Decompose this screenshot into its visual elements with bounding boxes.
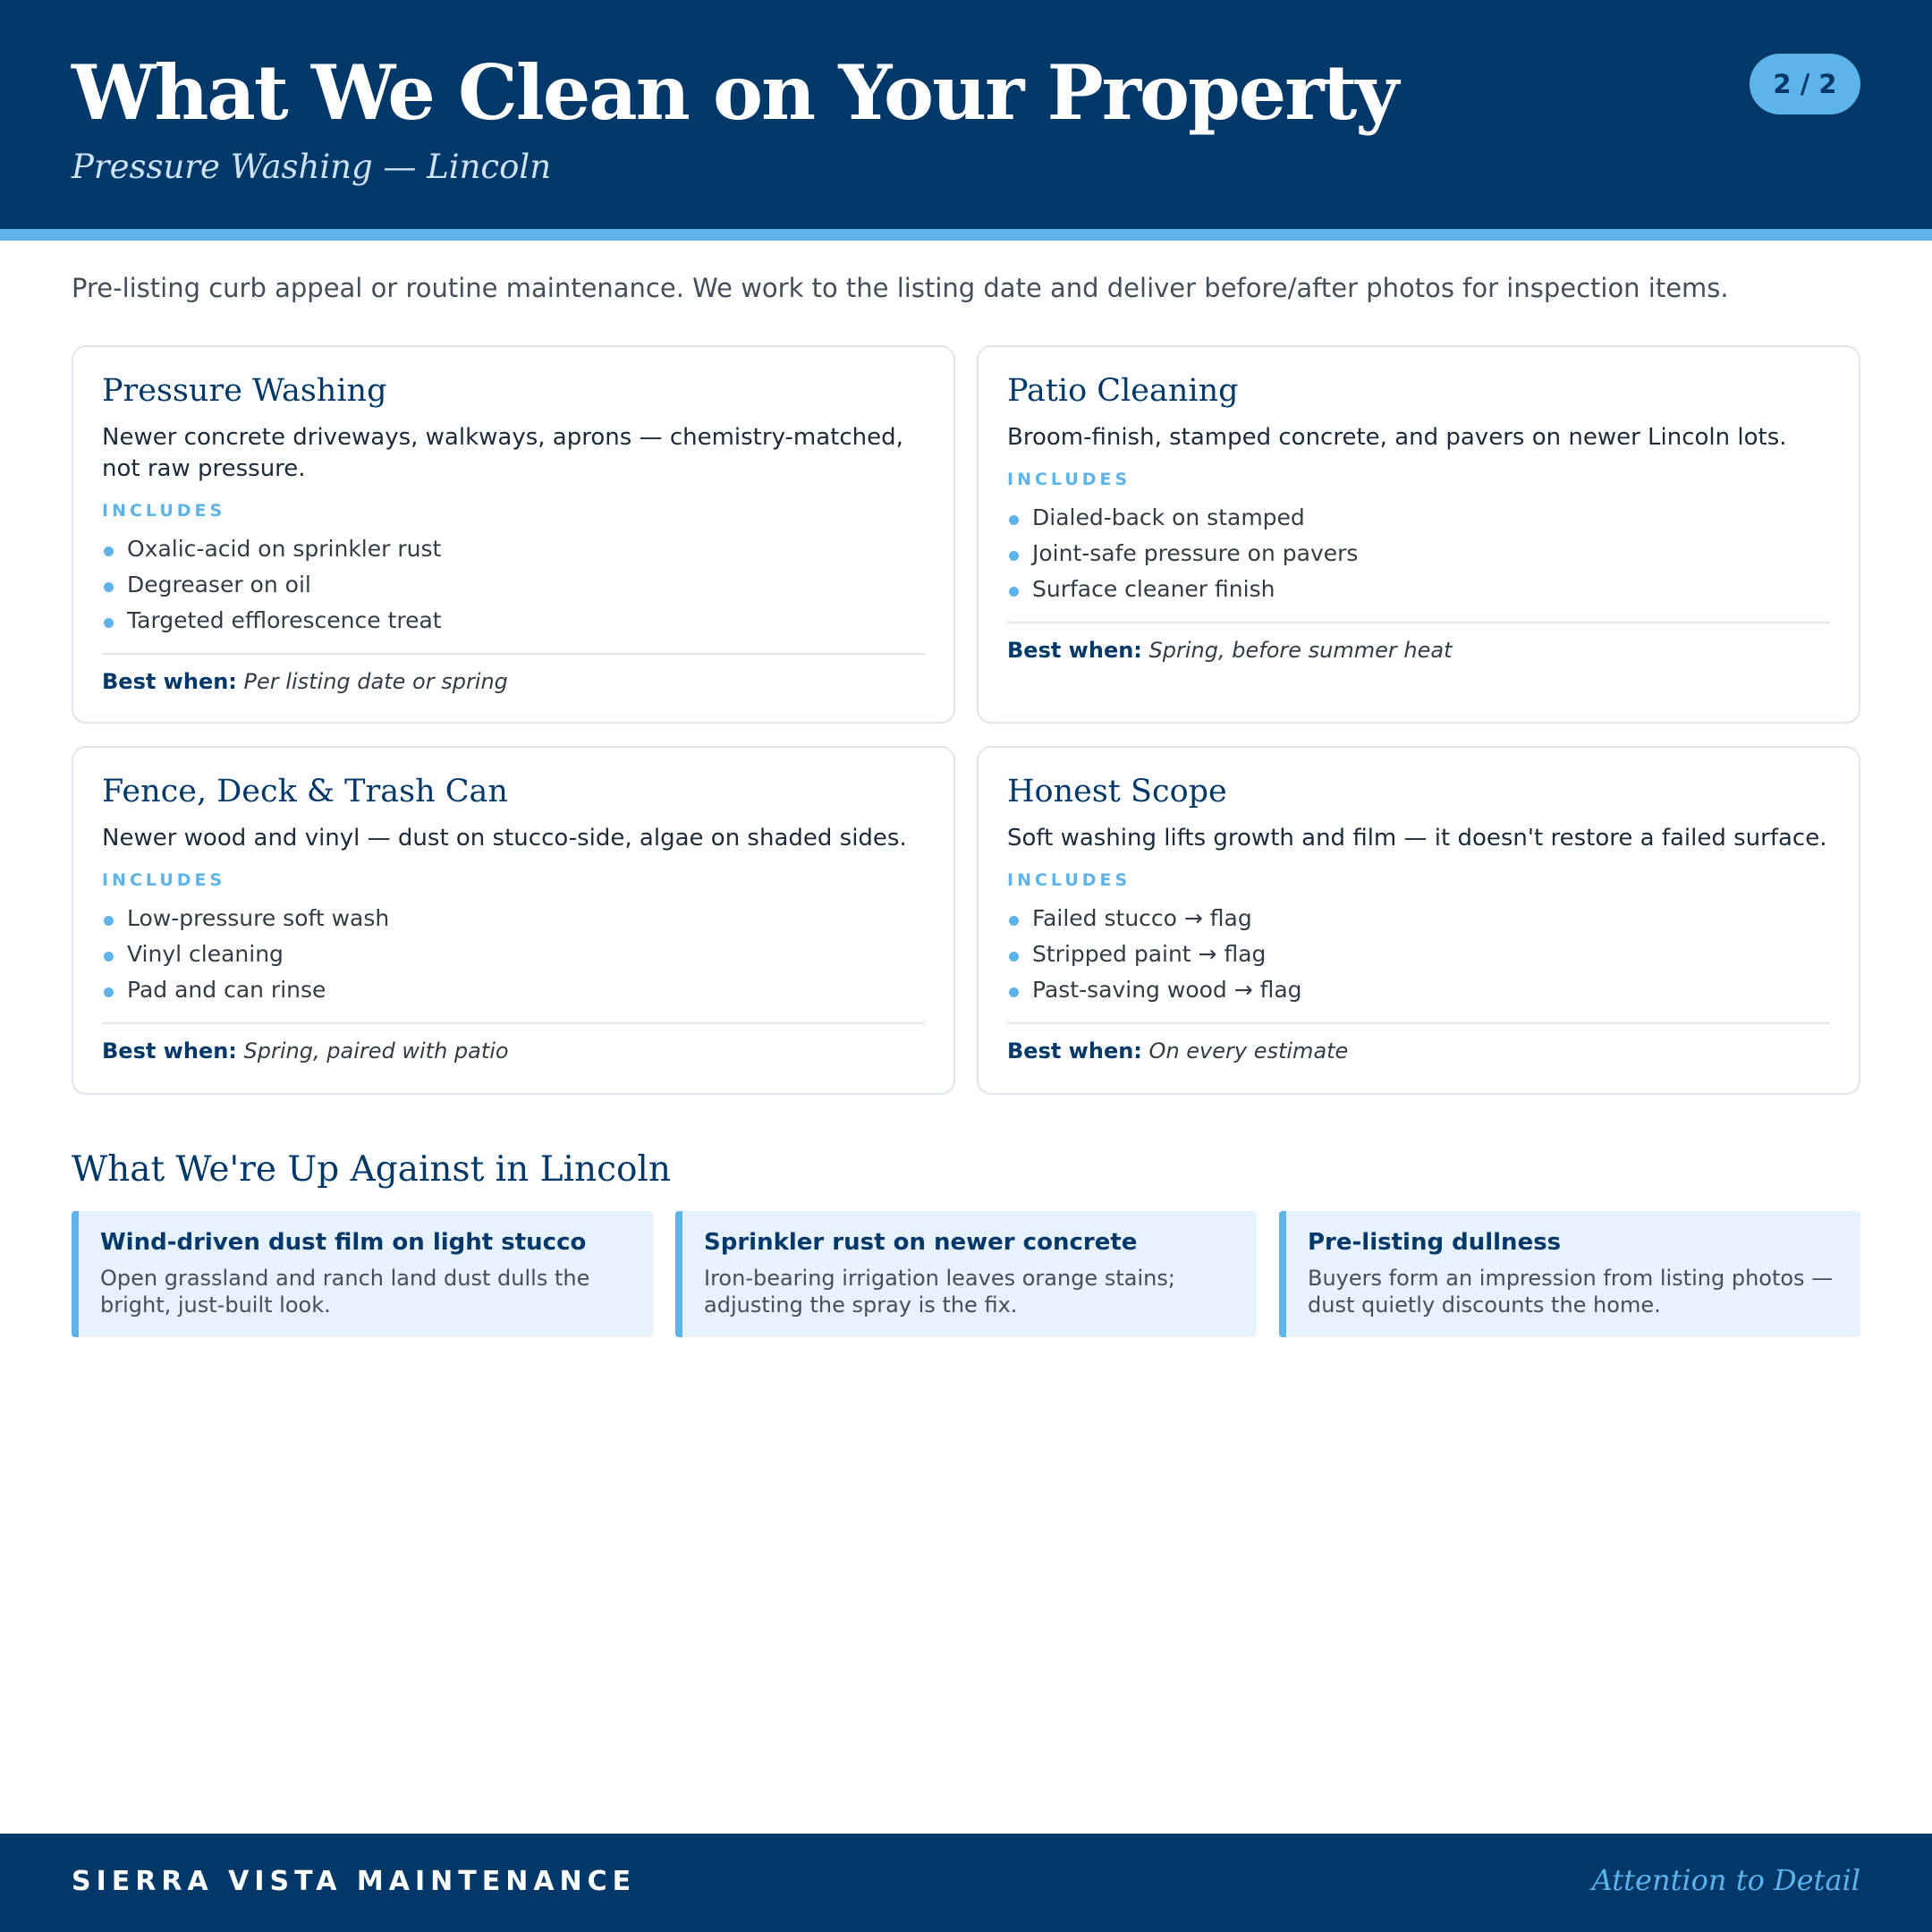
list-item	[1007, 901, 1830, 936]
challenge-callout	[675, 1211, 1257, 1337]
page-title: What We Clean on Your Property	[72, 48, 1398, 137]
bullet-dot-icon	[104, 987, 114, 997]
card-description: Newer concrete driveways, walkways, aprons — chemistry-matched, not raw pressure.	[102, 424, 903, 482]
includes-list	[102, 901, 925, 1008]
footer-tagline: Attention to Detail	[1591, 1863, 1860, 1897]
list-item-text: Dialed-back on stamped	[1032, 504, 1305, 530]
bullet-dot-icon	[104, 952, 114, 962]
bullet-dot-icon	[104, 916, 114, 926]
best-when	[102, 667, 925, 696]
includes-label: INCLUDES	[102, 501, 226, 521]
includes-list	[1007, 500, 1830, 607]
best-when-value: Spring, paired with patio	[243, 1038, 509, 1063]
list-item-text: Degreaser on oil	[127, 572, 311, 597]
bullet-dot-icon	[104, 547, 114, 556]
page-header	[0, 0, 1932, 229]
challenge-text: Open grassland and ranch land dust dulls the bright, just-built look.	[100, 1266, 590, 1318]
list-item	[1007, 500, 1830, 536]
bullet-dot-icon	[104, 582, 114, 592]
list-item-text: Failed stucco → flag	[1032, 905, 1252, 931]
best-when-label: Best when:	[1007, 1038, 1142, 1063]
service-card-patio-cleaning	[977, 345, 1860, 724]
card-divider	[1007, 622, 1830, 623]
list-item	[102, 936, 925, 972]
card-description: Soft washing lifts growth and film — it doesn't restore a failed surface.	[1007, 825, 1827, 852]
list-item	[102, 603, 925, 639]
bullet-dot-icon	[1009, 587, 1019, 597]
card-divider	[1007, 1022, 1830, 1024]
service-card-pressure-washing	[72, 345, 955, 724]
service-card-honest-scope	[977, 746, 1860, 1095]
card-divider	[102, 1022, 925, 1024]
list-item	[1007, 936, 1830, 972]
list-item	[102, 972, 925, 1008]
bullet-dot-icon	[1009, 515, 1019, 525]
best-when-label: Best when:	[1007, 638, 1142, 663]
card-title: Fence, Deck & Trash Can	[102, 774, 508, 809]
list-item	[1007, 572, 1830, 607]
card-description: Newer wood and vinyl — dust on stucco-side, algae on shaded sides.	[102, 825, 907, 852]
best-when	[102, 1037, 925, 1065]
challenge-title: Sprinkler rust on newer concrete	[704, 1229, 1138, 1256]
list-item-text: Oxalic-acid on sprinkler rust	[127, 536, 442, 562]
card-title: Pressure Washing	[102, 373, 387, 409]
best-when	[1007, 636, 1830, 665]
list-item-text: Low-pressure soft wash	[127, 905, 390, 931]
includes-list	[102, 531, 925, 639]
card-divider	[102, 653, 925, 655]
footer-brand: SIERRA VISTA MAINTENANCE	[72, 1866, 637, 1897]
card-description: Broom-finish, stamped concrete, and pavers on newer Lincoln lots.	[1007, 424, 1787, 451]
page-subtitle: Pressure Washing — Lincoln	[72, 148, 552, 186]
best-when-value: Per listing date or spring	[243, 669, 508, 694]
challenge-callout	[72, 1211, 653, 1337]
best-when-value: Spring, before summer heat	[1148, 638, 1453, 663]
includes-label: INCLUDES	[102, 870, 226, 890]
list-item	[1007, 536, 1830, 572]
bullet-dot-icon	[1009, 916, 1019, 926]
list-item-text: Pad and can rinse	[127, 977, 326, 1003]
service-card-fence-deck-trash-can	[72, 746, 955, 1095]
best-when	[1007, 1037, 1830, 1065]
list-item-text: Vinyl cleaning	[127, 941, 284, 967]
bullet-dot-icon	[104, 618, 114, 628]
header-accent-stripe	[0, 229, 1932, 241]
list-item	[102, 531, 925, 567]
list-item	[102, 567, 925, 603]
challenges-heading: What We're Up Against in Lincoln	[72, 1149, 672, 1190]
best-when-value: On every estimate	[1148, 1038, 1349, 1063]
intro-text: Pre-listing curb appeal or routine maintenance. We work to the listing date and deliver before/after photos for inspection items.	[72, 273, 1729, 303]
page-indicator-badge: 2 / 2	[1750, 54, 1860, 114]
list-item-text: Past-saving wood → flag	[1032, 977, 1302, 1003]
list-item-text: Surface cleaner finish	[1032, 576, 1275, 602]
best-when-label: Best when:	[102, 669, 237, 694]
challenge-text: Buyers form an impression from listing photos — dust quietly discounts the home.	[1308, 1266, 1834, 1318]
bullet-dot-icon	[1009, 987, 1019, 997]
includes-list	[1007, 901, 1830, 1008]
challenge-text: Iron-bearing irrigation leaves orange stains; adjusting the spray is the fix.	[704, 1266, 1175, 1318]
challenge-title: Pre-listing dullness	[1308, 1229, 1562, 1256]
list-item	[102, 901, 925, 936]
challenge-callout	[1279, 1211, 1860, 1337]
includes-label: INCLUDES	[1007, 470, 1131, 489]
challenge-title: Wind-driven dust film on light stucco	[100, 1229, 587, 1256]
bullet-dot-icon	[1009, 952, 1019, 962]
card-title: Patio Cleaning	[1007, 373, 1239, 409]
list-item	[1007, 972, 1830, 1008]
bullet-dot-icon	[1009, 551, 1019, 561]
card-title: Honest Scope	[1007, 774, 1227, 809]
page-footer	[0, 1834, 1932, 1932]
list-item-text: Targeted efflorescence treat	[127, 607, 442, 633]
best-when-label: Best when:	[102, 1038, 237, 1063]
list-item-text: Stripped paint → flag	[1032, 941, 1267, 967]
includes-label: INCLUDES	[1007, 870, 1131, 890]
list-item-text: Joint-safe pressure on pavers	[1032, 540, 1359, 566]
